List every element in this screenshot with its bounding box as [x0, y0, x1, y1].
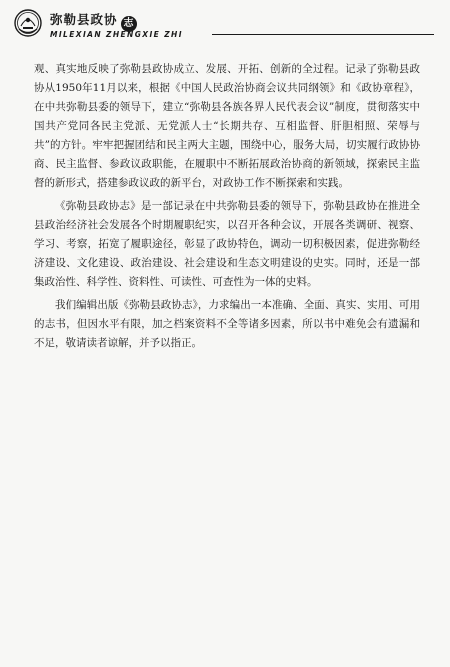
page-header	[0, 0, 450, 52]
body-text	[34, 60, 420, 353]
book-title-badge: 志	[121, 16, 137, 32]
book-title-pinyin: MILEXIAN ZHENGXIE ZHI	[50, 30, 183, 39]
paragraph: 《弥勒县政协志》是一部记录在中共弥勒县委的领导下，弥勒县政协在推进全县政治经济社会发展各个时期履职纪实，以召开各种会议，开展各类调研、视察、学习、考察，拓宽了履职途径，彰显了政协特色，调动一切积极因素，促进弥勒经济建设、文化建设、政治建设、社会建设和生态文明建设的史实。同时，还是一部集政治性、科学性、资料性、可读性、可查性为一体的史料。	[34, 200, 420, 288]
header-rule	[212, 34, 434, 35]
book-title	[50, 10, 137, 32]
paragraph: 我们编辑出版《弥勒县政协志》，力求编出一本准确、全面、真实、实用、可用的志书，但因水平有限，加之档案资料不全等诸多因素，所以书中难免会有遗漏和不足，敬请读者谅解，并予以指正。	[34, 299, 420, 349]
cppcc-emblem-icon	[14, 9, 42, 37]
paragraph-continued: 观、真实地反映了弥勒县政协成立、发展、开拓、创新的全过程。记录了弥勒县政协从1950年11月以来，根据《中国人民政治协商会议共同纲领》和《政协章程》，在中共弥勒县委的领导下，建立“弥勒县各族各界人民代表会议”制度，贯彻落实中国共产党同各民主党派、无党派人士“长期共存、互相监督、肝胆相照、荣辱与共”的方针。牢牢把握团结和民主两大主题，围绕中心，服务大局，切实履行政协协商、民主监督、参政议政职能，在履职中不断拓展政治协商的新领域，探索民主监督的新形式，搭建参政议政的新平台，对政协工作不断探索和实践。	[34, 63, 420, 189]
book-title-text: 弥勒县政协	[50, 12, 118, 27]
